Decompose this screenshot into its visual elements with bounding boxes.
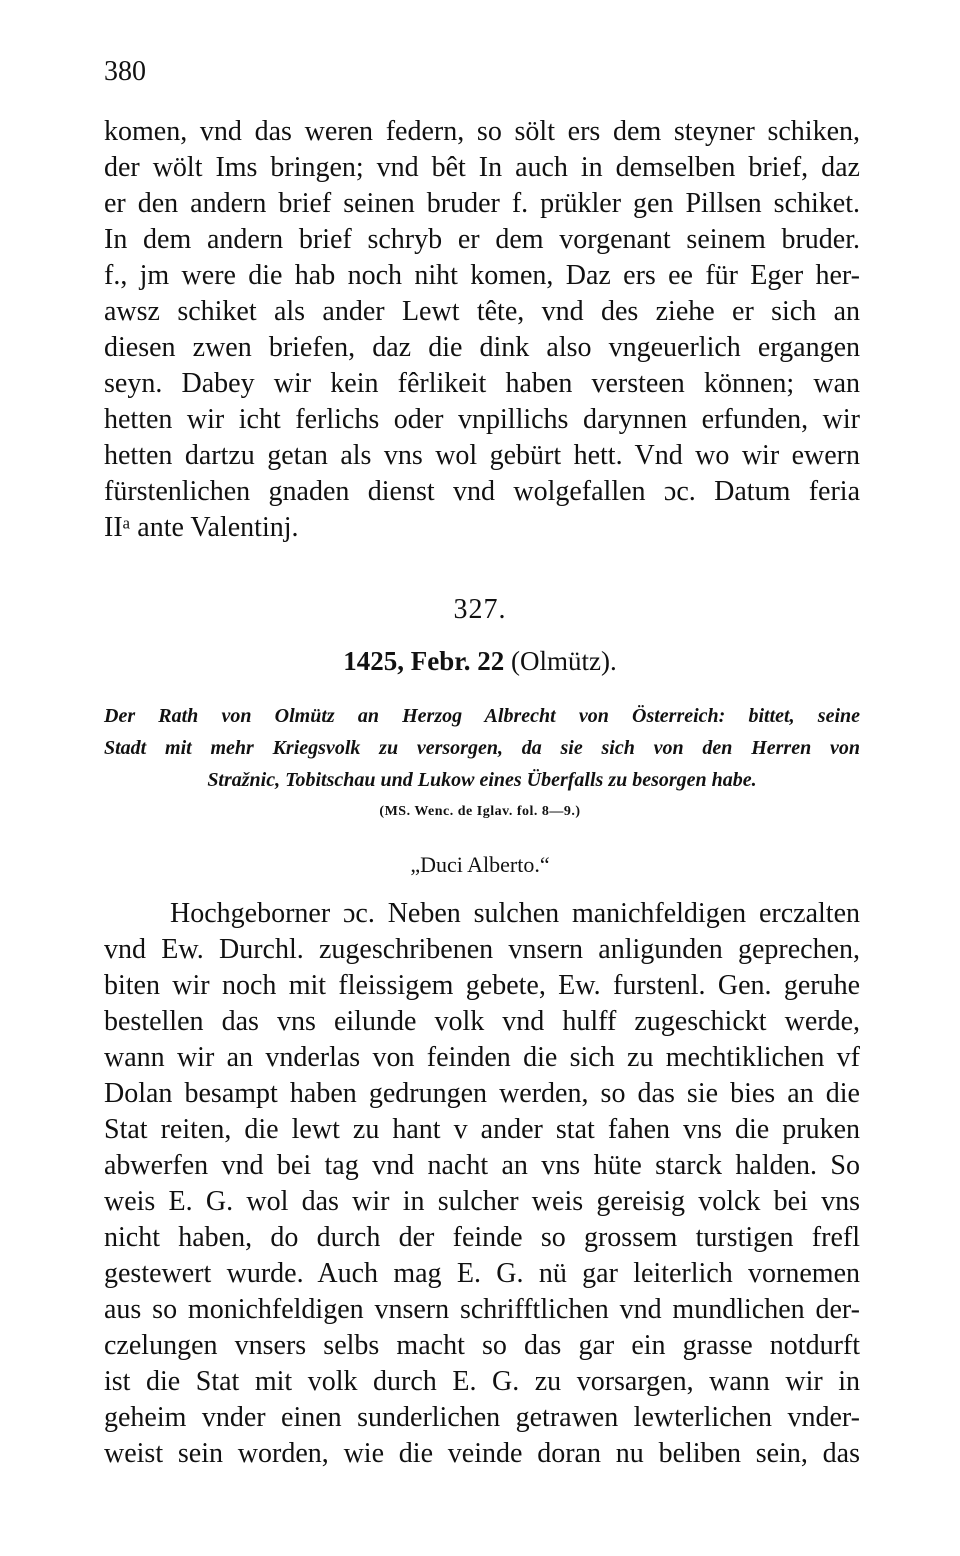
text-line: bestellen das vns eilunde volk vnd hulff zugeschickt werde,: [104, 1006, 860, 1037]
source-citation: (MS. Wenc. de Iglav. fol. 8—9.): [379, 804, 581, 819]
summary-line: Stadt mit mehr Kriegsvolk zu versorgen, da sie sich von den Herren von: [104, 737, 860, 759]
text-line: aus so monichfeldigen vnsern schrifftlichen vnd mundlichen der-: [104, 1294, 860, 1325]
text-line: czelungen vnsers selbs macht so das gar ein grasse notdurft: [104, 1330, 860, 1361]
document-number: 327.: [453, 594, 507, 625]
text-line: ist die Stat mit volk durch E. G. zu vorsargen, wann wir in: [104, 1366, 860, 1397]
letter-body: [104, 896, 860, 1472]
text-line: weist sein worden, wie die veinde doran nu beliben sein, das: [104, 1438, 860, 1469]
document-summary: [104, 700, 860, 796]
document-date-line: [0, 646, 960, 677]
text-line: gestewert wurde. Auch mag E. G. nü gar leiterlich vornemen: [104, 1258, 860, 1289]
document-place: (Olmütz).: [511, 646, 617, 676]
text-line: hetten dartzu getan als vns wol gebürt hett. Vnd wo wir ewern: [104, 440, 860, 471]
text-line: diesen zwen briefen, daz die dink also vngeuerlich ergangen: [104, 332, 860, 363]
text-line: hetten wir icht ferlichs oder vnpillichs darynnen erfunden, wir: [104, 404, 860, 435]
continuation-text: [104, 114, 860, 546]
text-line: Dolan besampt haben gedrungen werden, so das sie bies an die: [104, 1078, 860, 1109]
text-line: nicht haben, do durch der feinde so grossem turstigen frefl: [104, 1222, 860, 1253]
text-line: Stat reiten, die lewt zu hant v ander stat fahen vns die pruken: [104, 1114, 860, 1145]
summary-line: Stražnic, Tobitschau und Lukow eines Überfalls zu besorgen habe.: [207, 769, 757, 791]
summary-line: Der Rath von Olmütz an Herzog Albrecht von Österreich: bittet, seine: [104, 705, 860, 727]
page-number: 380: [104, 56, 146, 87]
text-line: awsz schiket als ander Lewt tête, vnd des ziehe er sich an: [104, 296, 860, 327]
text-line: er den andern brief seinen bruder f. prükler gen Pillsen schiket.: [104, 188, 860, 219]
text-line: der wölt Ims bringen; vnd bêt In auch in demselben brief, daz: [104, 152, 860, 183]
text-line: weis E. G. wol das wir in sulcher weis gereisig volck bei vns: [104, 1186, 860, 1217]
text-line: In dem andern brief schryb er dem vorgenant seinem bruder.: [104, 224, 860, 255]
text-line: fürstenlichen gnaden dienst vnd wolgefallen ɔc. Datum feria: [104, 476, 860, 507]
text-line: seyn. Dabey wir kein fêrlikeit haben versteen können; wan: [104, 368, 860, 399]
text-line: biten wir noch mit fleissigem gebete, Ew. furstenl. Gen. geruhe: [104, 970, 860, 1001]
text-line: Hochgeborner ɔc. Neben sulchen manichfeldigen erczalten: [170, 898, 860, 929]
document-date: 1425, Febr. 22: [343, 646, 505, 676]
text-line: f., jm were die hab noch niht komen, Daz ers ee für Eger her-: [104, 260, 860, 291]
text-line: IIᵃ ante Valentinj.: [104, 512, 299, 543]
letter-address: „Duci Alberto.“: [410, 852, 550, 877]
text-line: vnd Ew. Durchl. zugeschribenen vnsern anligunden geprechen,: [104, 934, 860, 965]
text-line: wann wir an vnderlas von feinden die sich zu mechtiklichen vf: [104, 1042, 860, 1073]
text-line: abwerfen vnd bei tag vnd nacht an vns hüte starck halden. So: [104, 1150, 860, 1181]
text-line: komen, vnd das weren federn, so sölt ers dem steyner schiken,: [104, 116, 860, 147]
text-line: geheim vnder einen sunderlichen getrawen lewterlichen vnder-: [104, 1402, 860, 1433]
